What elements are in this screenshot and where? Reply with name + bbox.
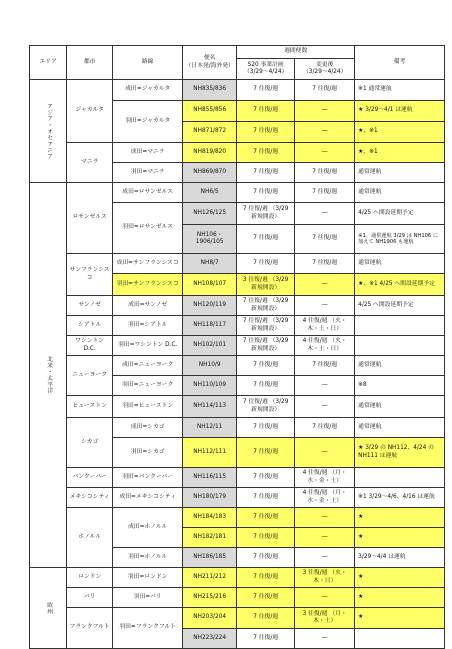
changed-cell: ― — [295, 508, 355, 528]
changed-cell: ― — [295, 438, 355, 468]
city-cell: サンノゼ — [67, 296, 113, 316]
note-cell: 通常運航 — [355, 163, 445, 183]
note-cell: 4/25 へ開設延期予定 — [355, 203, 445, 225]
header-changed-label: 変更後 — [315, 61, 334, 68]
plan-cell: 7 往復/週 — [237, 80, 295, 101]
route-cell: 羽田=サンフランシスコ — [113, 274, 183, 296]
header-changed-period: （3/29～4/24） — [302, 69, 347, 75]
city-cell: バンクーバー — [67, 468, 113, 488]
changed-cell: ― — [295, 101, 355, 122]
city-cell: ホノルル — [67, 508, 113, 568]
plan-cell: 7 往復/週 — [237, 608, 295, 629]
changed-cell: ― — [295, 203, 355, 225]
plan-cell: 7 往復/週 （3/29 新規開設） — [237, 396, 295, 418]
changed-cell: ― — [295, 143, 355, 163]
flight-schedule-table — [29, 45, 445, 649]
plan-cell: 7 往復/週 — [237, 376, 295, 396]
note-cell: 通常運航 — [355, 418, 445, 438]
route-cell: 羽田=ジャカルタ — [113, 101, 183, 143]
note-cell: ★、※1 4/25 へ開設延期予定 — [355, 274, 445, 296]
route-cell: 成田=ホノルル — [113, 508, 183, 548]
plan-cell: 7 往復/週 — [237, 488, 295, 508]
city-cell: ロサンゼルス — [67, 183, 113, 254]
flight-cell: NH211/212 — [183, 568, 237, 588]
route-cell: 羽田=ニューヨーク — [113, 376, 183, 396]
plan-cell: 7 往復/週 — [237, 629, 295, 649]
note-cell: ★、※1 — [355, 143, 445, 163]
header-flight — [183, 46, 237, 80]
flight-cell: NH184/183 — [183, 508, 237, 528]
header-area: エリア — [30, 46, 67, 80]
flight-cell: NH112/111 — [183, 438, 237, 468]
city-cell: シカゴ — [67, 418, 113, 468]
note-cell: ★ — [355, 588, 445, 608]
route-cell: 羽田=ワシントン D.C. — [113, 336, 183, 356]
changed-cell: ― — [295, 296, 355, 316]
route-cell: 羽田=ホノルル — [113, 548, 183, 568]
route-cell: 成田=ニューヨーク — [113, 356, 183, 376]
header-route: 路線 — [113, 46, 183, 80]
plan-cell: 7 往復/週 — [237, 438, 295, 468]
note-cell: ★ — [355, 508, 445, 528]
changed-cell: 7 往復/週 — [295, 356, 355, 376]
flight-cell: NH114/113 — [183, 396, 237, 418]
route-cell: 成田=サンフランシスコ — [113, 254, 183, 274]
changed-cell: 3 往復/週 （月・木・土） — [295, 608, 355, 629]
note-cell: ※1 通常運航 — [355, 80, 445, 101]
header-remarks: 備考 — [355, 46, 445, 80]
city-cell: サンフランシスコ — [67, 254, 113, 296]
plan-cell: 7 往復/週 （3/29 新規開設） — [237, 336, 295, 356]
plan-cell: 7 往復/週 — [237, 254, 295, 274]
flight-cell: NH116/115 — [183, 468, 237, 488]
flight-cell: NH869/870 — [183, 163, 237, 183]
plan-cell: 7 往復/週 — [237, 548, 295, 568]
plan-cell: 7 往復/週 — [237, 356, 295, 376]
changed-cell: ― — [295, 376, 355, 396]
route-cell: 羽田=ロンドン — [113, 568, 183, 588]
changed-cell: ― — [295, 396, 355, 418]
flight-cell: NH120/119 — [183, 296, 237, 316]
route-cell: 成田=メキシコシティ — [113, 488, 183, 508]
flight-cell: NH118/117 — [183, 316, 237, 336]
flight-cell: NH186/185 — [183, 548, 237, 568]
flight-cell: NH855/856 — [183, 101, 237, 122]
changed-cell: 7 往復/週 — [295, 163, 355, 183]
changed-cell: ― — [295, 528, 355, 548]
route-cell: 羽田=パリ — [113, 588, 183, 608]
flight-cell: NH10/9 — [183, 356, 237, 376]
flight-cell: NH126/125 — [183, 203, 237, 225]
changed-cell: 4 往復/週 （火・木・土・日） — [295, 316, 355, 336]
route-cell: 羽田=ヒューストン — [113, 396, 183, 418]
changed-cell: 4 往復/週 （火・木・土・日） — [295, 336, 355, 356]
header-city: 都市 — [67, 46, 113, 80]
note-cell: 通常運航 — [355, 254, 445, 274]
flight-cell: NH6/5 — [183, 183, 237, 203]
note-cell: 4/25 へ開設延期予定 — [355, 296, 445, 316]
area-eu: 欧州 — [30, 568, 67, 649]
city-cell: ワシントン D.C. — [67, 336, 113, 356]
changed-cell: 7 往復/週 — [295, 183, 355, 203]
plan-cell: 7 往復/週 — [237, 225, 295, 254]
note-cell: 通常運航 — [355, 356, 445, 376]
note-cell — [355, 468, 445, 488]
plan-cell: 7 往復/週 — [237, 508, 295, 528]
plan-cell: 7 往復/週 — [237, 122, 295, 143]
note-cell: 通常運航 — [355, 183, 445, 203]
header-plan-period: （3/29～4/24） — [243, 69, 288, 75]
city-cell: フランクフルト — [67, 608, 113, 649]
flight-cell: NH182/181 — [183, 528, 237, 548]
route-cell: 成田=ジャカルタ — [113, 80, 183, 101]
city-cell: ジャカルタ — [67, 80, 113, 143]
route-cell: 羽田=シカゴ — [113, 438, 183, 468]
flight-schedule-sheet — [29, 45, 445, 649]
plan-cell: 7 往復/週 — [237, 163, 295, 183]
flight-cell: NH223/224 — [183, 629, 237, 649]
city-cell: マニラ — [67, 143, 113, 183]
flight-cell: NH12/11 — [183, 418, 237, 438]
changed-cell: ― — [295, 588, 355, 608]
flight-cell: NH106・1906/105 — [183, 225, 237, 254]
route-cell: 羽田=バンクーバー — [113, 468, 183, 488]
city-cell: パリ — [67, 588, 113, 608]
flight-cell: NH8/7 — [183, 254, 237, 274]
flight-cell: NH102/101 — [183, 336, 237, 356]
flight-cell: NH835/836 — [183, 80, 237, 101]
changed-cell: ― — [295, 274, 355, 296]
route-cell: 羽田=マニラ — [113, 163, 183, 183]
changed-cell: 3 往復/週 （火・木・日） — [295, 568, 355, 588]
route-cell: 成田=マニラ — [113, 143, 183, 163]
plan-cell: 7 往復/週 — [237, 101, 295, 122]
route-cell: 成田=ロサンゼルス — [113, 183, 183, 203]
note-cell: ★ 3/29～4/1 は運航 — [355, 101, 445, 122]
route-cell: 成田=サンノゼ — [113, 296, 183, 316]
city-cell: メキシコシティ — [67, 488, 113, 508]
flight-cell: NH871/872 — [183, 122, 237, 143]
note-cell — [355, 336, 445, 356]
header-changed — [295, 59, 355, 80]
note-cell: ★ — [355, 528, 445, 548]
header-weekly: 週間便数 — [237, 46, 355, 59]
plan-cell: 7 往復/週 — [237, 568, 295, 588]
header-plan — [237, 59, 295, 80]
city-cell: ロンドン — [67, 568, 113, 588]
flight-cell: NH108/107 — [183, 274, 237, 296]
note-cell — [355, 629, 445, 649]
flight-cell: NH215/216 — [183, 588, 237, 608]
route-cell: 羽田=ロサンゼルス — [113, 203, 183, 254]
plan-cell: 7 往復/週 — [237, 588, 295, 608]
route-cell: 成田=シカゴ — [113, 418, 183, 438]
note-cell: ★ — [355, 608, 445, 629]
note-cell: ※8 — [355, 376, 445, 396]
changed-cell: 7 往復/週 — [295, 80, 355, 101]
flight-cell: NH819/820 — [183, 143, 237, 163]
changed-cell: ― — [295, 122, 355, 143]
city-cell: ニューヨーク — [67, 356, 113, 396]
plan-cell: 7 往復/週 — [237, 143, 295, 163]
plan-cell: 7 往復/週 （3/29 新規開設） — [237, 296, 295, 316]
note-cell: ※1 3/29～4/6、4/16 は運航 — [355, 488, 445, 508]
changed-cell: 7 往復/週 — [295, 418, 355, 438]
note-cell: ★ 3/29 の NH112、4/24 の NH111 は運航 — [355, 438, 445, 468]
changed-cell: 4 往復/週 （月・水・金・土） — [295, 488, 355, 508]
flight-cell: NH180/179 — [183, 488, 237, 508]
route-cell: 羽田=フランクフルト — [113, 608, 183, 649]
changed-cell: ― — [295, 548, 355, 568]
plan-cell: 7 往復/週 （3/29 新規開設） — [237, 203, 295, 225]
note-cell — [355, 316, 445, 336]
changed-cell: 7 往復/週 — [295, 254, 355, 274]
changed-cell: ― — [295, 629, 355, 649]
note-cell: 3/29～4/4 は運航 — [355, 548, 445, 568]
city-cell: ヒューストン — [67, 396, 113, 418]
city-cell: シアトル — [67, 316, 113, 336]
flight-cell: NH203/204 — [183, 608, 237, 629]
note-cell: ※1、通常運航 3/29 は NH106 に加えて NH1906 も運航 — [355, 225, 445, 254]
area-na: 北米・太平洋 — [30, 183, 67, 568]
flight-cell: NH110/109 — [183, 376, 237, 396]
changed-cell: 4 往復/週 （月・水・金・土） — [295, 468, 355, 488]
changed-cell: 7 往復/週 — [295, 225, 355, 254]
plan-cell: 7 往復/週 — [237, 528, 295, 548]
header-plan-label: S20 事業計画 — [247, 61, 284, 68]
note-cell: 通常運航 — [355, 396, 445, 418]
plan-cell: 7 往復/週 — [237, 418, 295, 438]
note-cell: ★、※1 — [355, 122, 445, 143]
plan-cell: 7 往復/週 — [237, 468, 295, 488]
plan-cell: 7 往復/週 — [237, 183, 295, 203]
plan-cell: 7 往復/週 （3/29 新規開設） — [237, 316, 295, 336]
area-asia: アジア・オセアニア — [30, 80, 67, 183]
note-cell: ★ — [355, 568, 445, 588]
route-cell: 羽田=シアトル — [113, 316, 183, 336]
header-flight-name: 便名 — [203, 55, 216, 62]
plan-cell: 3 往復/週 （3/29 新規開設） — [237, 274, 295, 296]
header-flight-sub: （日本発/海外発） — [185, 62, 234, 69]
